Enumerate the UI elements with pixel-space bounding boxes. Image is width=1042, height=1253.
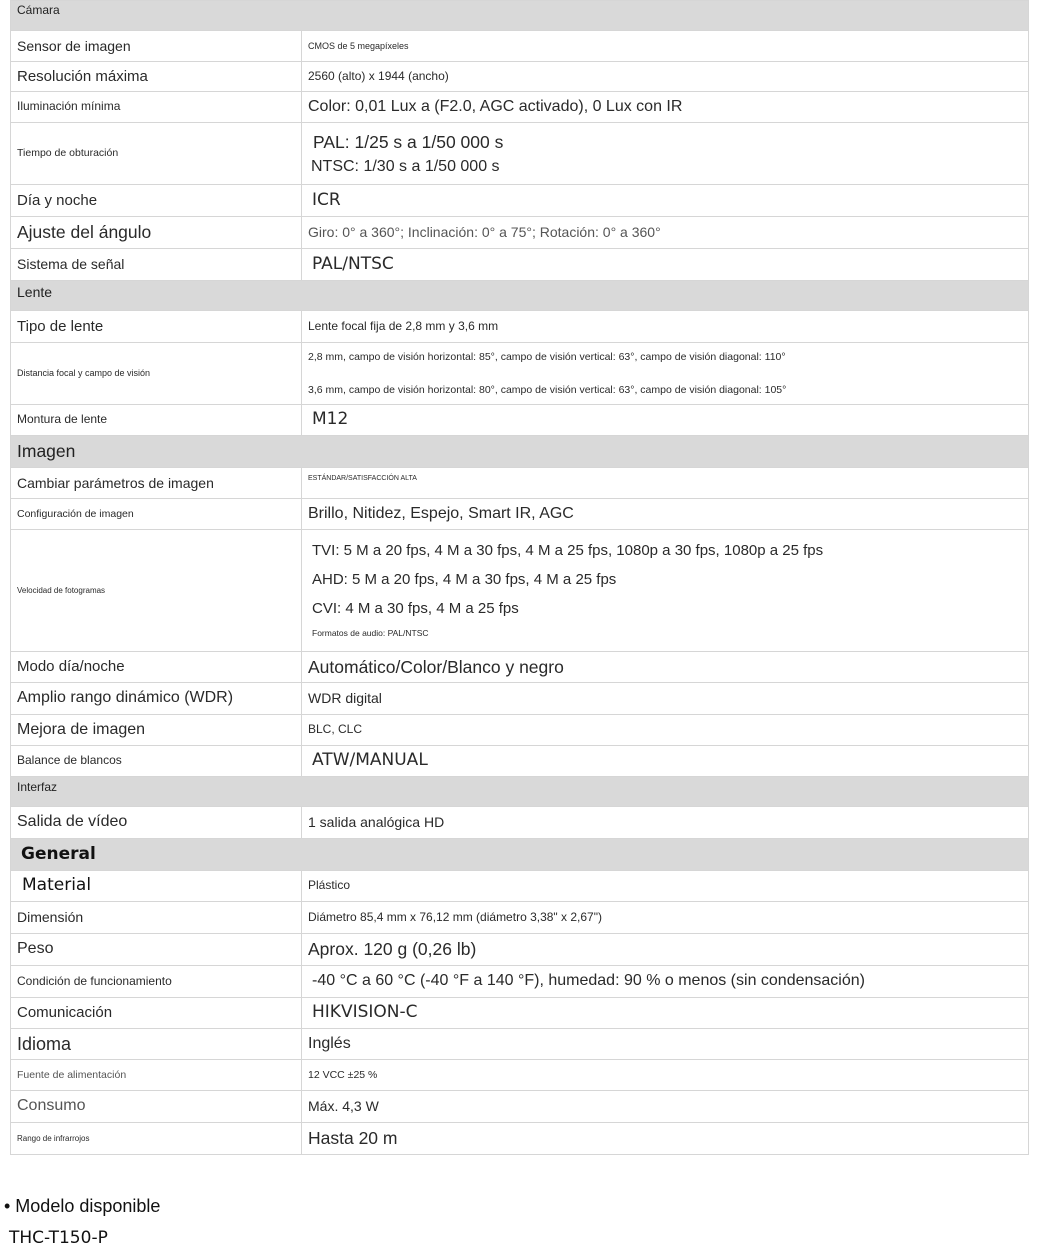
spec-label: Iluminación mínima — [11, 92, 302, 123]
spec-label: Velocidad de fotogramas — [11, 530, 302, 652]
section-title: Interfaz — [11, 777, 1029, 807]
spec-value: HIKVISION-C — [302, 998, 1029, 1029]
spec-label: Amplio rango dinámico (WDR) — [11, 683, 302, 715]
spec-value — [302, 343, 1029, 405]
spec-value — [302, 530, 1029, 652]
spec-value: 2560 (alto) x 1944 (ancho) — [302, 62, 1029, 92]
section-interface — [11, 777, 1029, 807]
section-title: General — [11, 839, 1029, 871]
spec-value: -40 °C a 60 °C (-40 °F a 140 °F), humedad: 90 % o menos (sin condensación) — [302, 966, 1029, 998]
section-title: Imagen — [11, 436, 1029, 468]
spec-row — [11, 92, 1029, 123]
spec-label: Sensor de imagen — [11, 31, 302, 62]
spec-row — [11, 902, 1029, 934]
model-number: THC-T150-P — [9, 1228, 108, 1248]
shutter-ntsc: NTSC: 1/30 s a 1/50 000 s — [311, 158, 500, 176]
spec-label: Sistema de señal — [11, 249, 302, 281]
spec-label: Balance de blancos — [11, 746, 302, 777]
spec-row — [11, 343, 1029, 405]
spec-value: 1 salida analógica HD — [302, 807, 1029, 839]
spec-row — [11, 468, 1029, 499]
fps-tvi: TVI: 5 M a 20 fps, 4 M a 30 fps, 4 M a 25 fps, 1080p a 30 fps, 1080p a 25 fps — [312, 541, 824, 559]
spec-label: Rango de infrarrojos — [11, 1123, 302, 1155]
spec-label: Tiempo de obturación — [11, 123, 302, 185]
spec-row — [11, 530, 1029, 652]
section-general — [11, 839, 1029, 871]
spec-row — [11, 715, 1029, 746]
spec-row — [11, 31, 1029, 62]
fov-28: 2,8 mm, campo de visión horizontal: 85°, campo de visión vertical: 63°, campo de visión diagonal: 110° — [308, 351, 786, 364]
spec-label: Día y noche — [11, 185, 302, 217]
spec-label: Ajuste del ángulo — [11, 217, 302, 249]
spec-value: Color: 0,01 Lux a (F2.0, AGC activado), 0 Lux con IR — [302, 92, 1029, 123]
spec-label: Fuente de alimentación — [11, 1060, 302, 1091]
section-lens — [11, 281, 1029, 311]
spec-row — [11, 185, 1029, 217]
spec-label: Idioma — [11, 1029, 302, 1060]
spec-value: Máx. 4,3 W — [302, 1091, 1029, 1123]
spec-row — [11, 998, 1029, 1029]
spec-value: Lente focal fija de 2,8 mm y 3,6 mm — [302, 311, 1029, 343]
spec-row — [11, 1060, 1029, 1091]
spec-value: PAL/NTSC — [302, 249, 1029, 281]
spec-row — [11, 499, 1029, 530]
spec-label: Tipo de lente — [11, 311, 302, 343]
section-camera — [11, 1, 1029, 31]
spec-label: Mejora de imagen — [11, 715, 302, 746]
spec-value: M12 — [302, 405, 1029, 436]
spec-table — [10, 0, 1029, 1155]
spec-label: Modo día/noche — [11, 652, 302, 683]
spec-value: Diámetro 85,4 mm x 76,12 mm (diámetro 3,38" x 2,67") — [302, 902, 1029, 934]
spec-label: Montura de lente — [11, 405, 302, 436]
spec-row — [11, 746, 1029, 777]
spec-label: Material — [11, 871, 302, 902]
spec-row — [11, 871, 1029, 902]
available-models-heading: • Modelo disponible — [4, 1196, 161, 1216]
fps-cvi: CVI: 4 M a 30 fps, 4 M a 25 fps — [312, 600, 519, 618]
spec-label: Comunicación — [11, 998, 302, 1029]
spec-row — [11, 123, 1029, 185]
spec-row — [11, 249, 1029, 281]
spec-row — [11, 1091, 1029, 1123]
spec-label: Consumo — [11, 1091, 302, 1123]
spec-value: ATW/MANUAL — [302, 746, 1029, 777]
spec-label: Salida de vídeo — [11, 807, 302, 839]
section-image — [11, 436, 1029, 468]
spec-value: Giro: 0° a 360°; Inclinación: 0° a 75°; Rotación: 0° a 360° — [302, 217, 1029, 249]
spec-label: Dimensión — [11, 902, 302, 934]
spec-row — [11, 217, 1029, 249]
spec-row — [11, 683, 1029, 715]
spec-row — [11, 807, 1029, 839]
spec-row — [11, 1123, 1029, 1155]
spec-value: Hasta 20 m — [302, 1123, 1029, 1155]
spec-label: Peso — [11, 934, 302, 966]
spec-value: Aprox. 120 g (0,26 lb) — [302, 934, 1029, 966]
spec-value: Plástico — [302, 871, 1029, 902]
spec-value: ESTÁNDAR/SATISFACCIÓN ALTA — [302, 468, 1029, 499]
spec-value: Automático/Color/Blanco y negro — [302, 652, 1029, 683]
spec-value: WDR digital — [302, 683, 1029, 715]
spec-value: Inglés — [302, 1029, 1029, 1060]
spec-row — [11, 652, 1029, 683]
spec-row — [11, 62, 1029, 92]
spec-value: ICR — [302, 185, 1029, 217]
fov-36: 3,6 mm, campo de visión horizontal: 80°, campo de visión vertical: 63°, campo de visión diagonal: 105° — [308, 383, 787, 396]
spec-row — [11, 405, 1029, 436]
shutter-pal: PAL: 1/25 s a 1/50 000 s — [313, 132, 504, 153]
spec-value: CMOS de 5 megapíxeles — [302, 31, 1029, 62]
spec-row — [11, 1029, 1029, 1060]
section-title: Lente — [11, 281, 1029, 311]
fps-ahd: AHD: 5 M a 20 fps, 4 M a 30 fps, 4 M a 25 fps — [312, 570, 617, 588]
spec-label: Resolución máxima — [11, 62, 302, 92]
spec-value — [302, 123, 1029, 185]
fps-audio: Formatos de audio: PAL/NTSC — [312, 628, 429, 639]
section-title: Cámara — [11, 1, 1029, 31]
spec-row — [11, 966, 1029, 998]
spec-label: Distancia focal y campo de visión — [11, 343, 302, 405]
spec-label: Condición de funcionamiento — [11, 966, 302, 998]
spec-label: Configuración de imagen — [11, 499, 302, 530]
spec-value: Brillo, Nitidez, Espejo, Smart IR, AGC — [302, 499, 1029, 530]
spec-row — [11, 934, 1029, 966]
spec-row — [11, 311, 1029, 343]
spec-label: Cambiar parámetros de imagen — [11, 468, 302, 499]
spec-value: BLC, CLC — [302, 715, 1029, 746]
spec-value: 12 VCC ±25 % — [302, 1060, 1029, 1091]
